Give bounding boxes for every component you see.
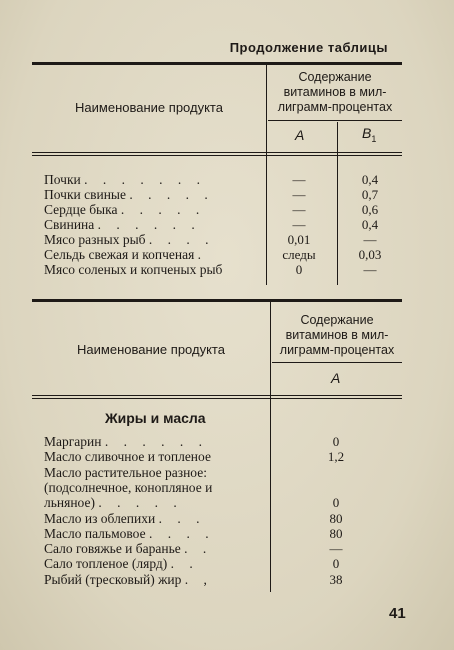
dot-leader: . . bbox=[184, 541, 213, 557]
table-row bbox=[44, 247, 207, 262]
table-row bbox=[44, 262, 222, 277]
table-row bbox=[44, 449, 211, 464]
table2-col-a: A bbox=[331, 370, 341, 386]
page-number: 41 bbox=[389, 605, 406, 622]
table-row bbox=[44, 202, 205, 217]
table2-divider-name bbox=[270, 302, 271, 592]
value-a: 0 bbox=[332, 495, 340, 511]
dot-leader: . . . . bbox=[148, 232, 215, 247]
value-a: — bbox=[329, 541, 343, 557]
product-name: Мясо разных рыб bbox=[44, 232, 146, 247]
table-row bbox=[44, 495, 183, 510]
product-name: Сердце быка bbox=[44, 202, 118, 217]
dot-leader: . . bbox=[170, 556, 199, 572]
value-b1: 0,6 bbox=[361, 202, 379, 217]
table1-divider-ab bbox=[337, 122, 338, 285]
continuation-label: Продолжение таблицы bbox=[229, 40, 388, 55]
value-a: 0 bbox=[295, 262, 303, 277]
dot-leader: . . . . bbox=[148, 525, 215, 541]
table2-subheader-rule bbox=[272, 362, 402, 363]
value-b1: 0,7 bbox=[361, 187, 379, 202]
product-name: Масло сливочное и топленое bbox=[44, 449, 211, 465]
product-name: Почки bbox=[44, 172, 81, 187]
section-title: Жиры и масла bbox=[105, 410, 206, 426]
value-b1: — bbox=[363, 232, 377, 247]
value-a: — bbox=[292, 172, 306, 187]
product-name: льняное) bbox=[44, 495, 95, 511]
product-name: Почки свиные bbox=[44, 187, 126, 202]
dot-leader: . . . . . bbox=[98, 495, 183, 511]
product-name: Мясо соленых и копченых рыб bbox=[44, 262, 223, 277]
table-row bbox=[44, 526, 215, 541]
table1-col-content-header: Содержание витаминов в мил- лиграмм-процентах bbox=[277, 70, 393, 114]
table2-col-name-header: Наименование продукта bbox=[77, 342, 225, 357]
value-b1: 0,4 bbox=[361, 172, 379, 187]
table1-col-name-header: Наименование продукта bbox=[75, 100, 223, 115]
table-row bbox=[44, 541, 212, 556]
value-a: 38 bbox=[329, 571, 343, 587]
table1-divider-name bbox=[266, 65, 267, 285]
table2-col-content-header: Содержание витаминов в мил- лиграмм-процентах bbox=[279, 313, 395, 357]
value-b1: — bbox=[363, 262, 377, 277]
table-row bbox=[44, 217, 201, 232]
value-a: — bbox=[292, 217, 306, 232]
table1-top-rule bbox=[32, 62, 402, 65]
product-name: Масло из облепихи bbox=[44, 510, 156, 526]
table-row bbox=[44, 434, 208, 449]
value-a: — bbox=[292, 202, 306, 217]
value-b1: 0,4 bbox=[361, 217, 379, 232]
table1-col-a: A bbox=[295, 127, 305, 143]
table-row bbox=[44, 480, 212, 495]
dot-leader: . . . . . . bbox=[97, 217, 201, 232]
table-row bbox=[44, 465, 207, 480]
table-row bbox=[44, 511, 205, 526]
table1-col-b1: $B_1$ bbox=[362, 125, 377, 144]
dot-leader: . . . . . . . bbox=[84, 172, 206, 187]
table-row bbox=[44, 556, 199, 571]
value-a: следы bbox=[282, 247, 316, 262]
value-a: 80 bbox=[329, 525, 343, 541]
value-b1: 0,03 bbox=[358, 247, 382, 262]
product-name: Маргарин bbox=[44, 434, 102, 449]
value-a: 80 bbox=[329, 510, 343, 526]
dot-leader: . , bbox=[184, 571, 213, 587]
dot-leader: . . . bbox=[158, 510, 206, 526]
table2-top-rule bbox=[32, 299, 402, 302]
product-name: Масло пальмовое bbox=[44, 525, 146, 541]
table-row bbox=[44, 172, 206, 187]
value-a: 0 bbox=[332, 556, 340, 572]
value-a: 0,01 bbox=[287, 232, 311, 247]
dot-leader: . . . . . bbox=[129, 187, 214, 202]
table2-header-rule bbox=[32, 395, 402, 396]
value-a: 1,2 bbox=[327, 449, 345, 465]
dot-leader: . bbox=[197, 247, 208, 262]
product-name: Сало топленое (лярд) bbox=[44, 556, 168, 572]
table-row bbox=[44, 187, 214, 202]
dot-leader: . . . . . bbox=[120, 202, 206, 217]
product-name: Сельдь свежая и копченая bbox=[44, 247, 195, 262]
table1-subheader-rule bbox=[268, 120, 402, 121]
value-a: 0 bbox=[332, 434, 340, 449]
table-row bbox=[44, 232, 215, 247]
table1-header-rule bbox=[32, 152, 402, 153]
product-name: Свинина bbox=[44, 217, 95, 232]
product-name: Масло растительное разное: bbox=[44, 464, 207, 480]
value-a: — bbox=[292, 187, 306, 202]
product-name: (подсолнечное, конопляное и bbox=[44, 479, 213, 495]
table-row bbox=[44, 572, 213, 587]
dot-leader: . . . . . . bbox=[104, 434, 208, 449]
product-name: Сало говяжье и баранье bbox=[44, 541, 181, 557]
product-name: Рыбий (тресковый) жир bbox=[44, 571, 182, 587]
